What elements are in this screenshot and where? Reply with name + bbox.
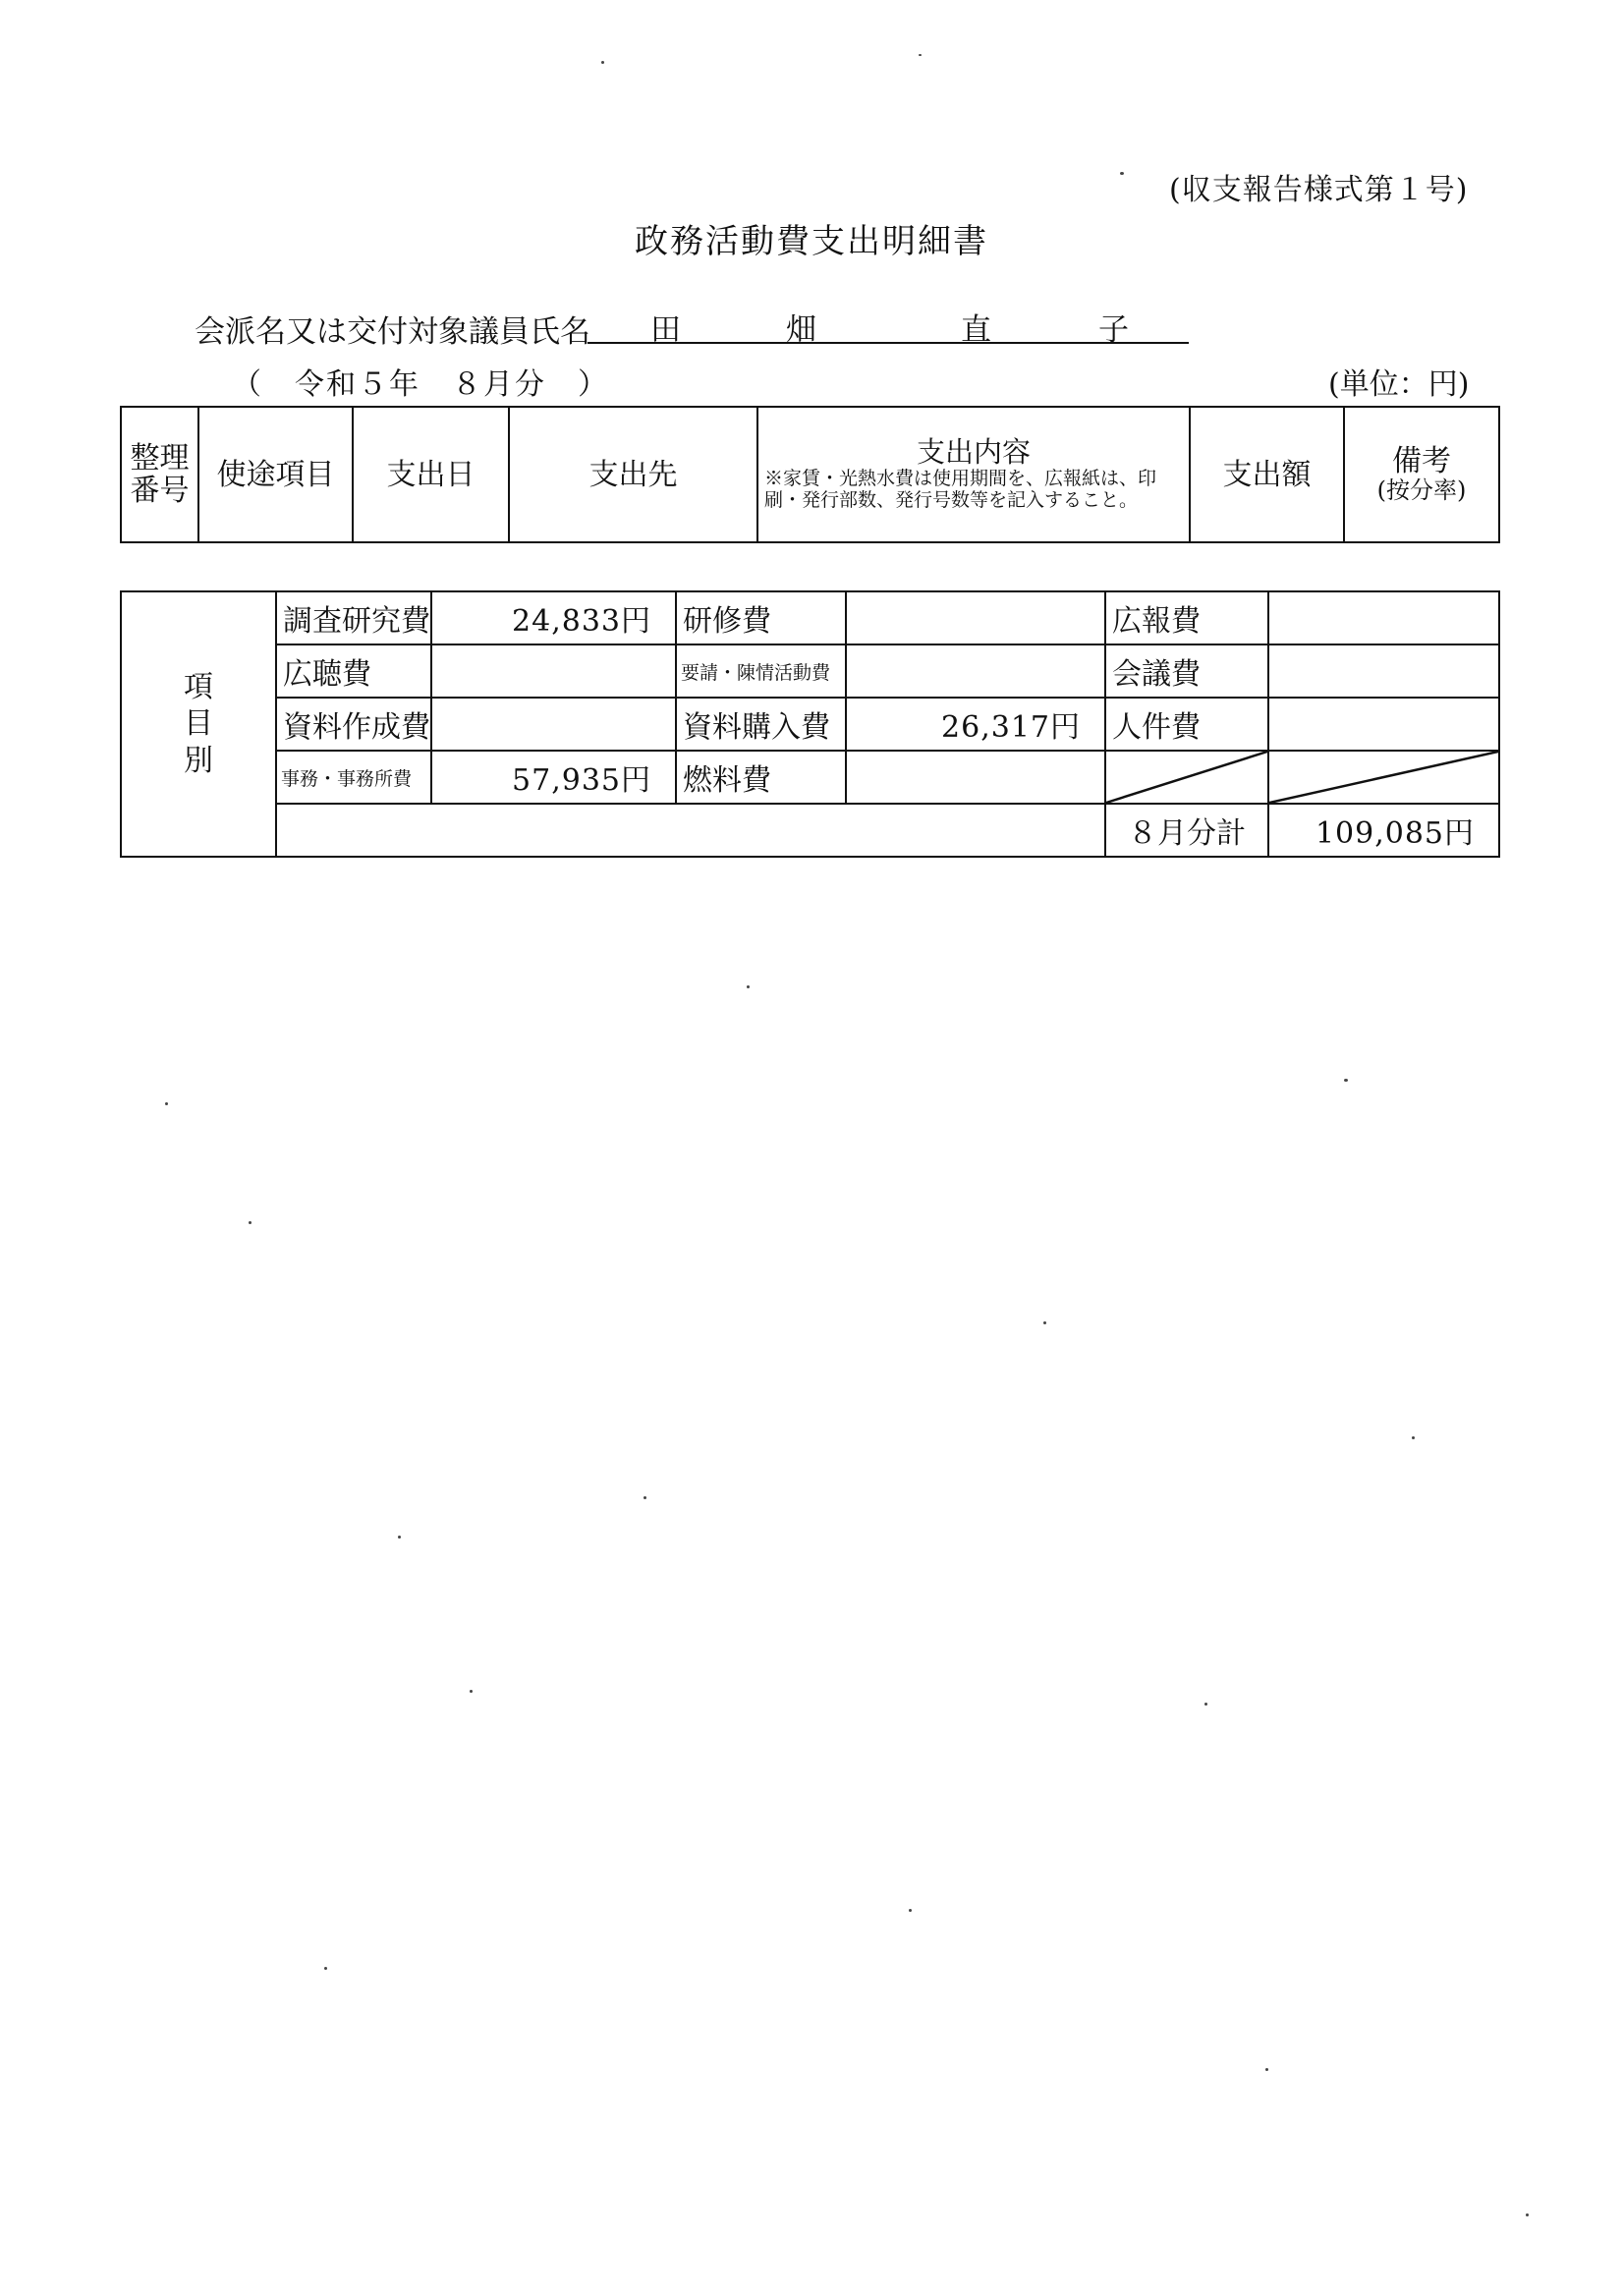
category-label: 資料購入費 bbox=[676, 698, 846, 751]
category-label: 研修費 bbox=[676, 591, 846, 644]
column-content-note: ※家賃・光熱水費は使用期間を、広報紙は、印刷・発行部数、発行号数等を記入すること。 bbox=[764, 468, 1157, 511]
monthly-total-label: ８月分計 bbox=[1105, 804, 1268, 857]
category-amount: 24,833円 bbox=[431, 591, 676, 644]
category-label: 人件費 bbox=[1105, 698, 1268, 751]
column-payee: 支出先 bbox=[509, 407, 757, 542]
column-remarks-title: 備考 bbox=[1392, 444, 1451, 479]
form-number: (収支報告様式第１号) bbox=[1169, 173, 1469, 207]
expenditure-header-table bbox=[120, 406, 1500, 543]
category-amount bbox=[431, 644, 676, 698]
column-content bbox=[757, 407, 1190, 542]
category-label: 広聴費 bbox=[276, 644, 431, 698]
column-remarks-sub: (按分率) bbox=[1376, 476, 1467, 505]
member-name bbox=[588, 305, 1189, 348]
diagonal-slash bbox=[1269, 752, 1498, 803]
category-label: 調査研究費 bbox=[276, 591, 431, 644]
category-amount: 57,935円 bbox=[431, 751, 676, 804]
category-amount: 26,317円 bbox=[846, 698, 1105, 751]
column-date: 支出日 bbox=[353, 407, 509, 542]
category-amount bbox=[846, 751, 1105, 804]
member-name-char: 畑 bbox=[786, 312, 816, 348]
category-amount bbox=[846, 591, 1105, 644]
category-label: 燃料費 bbox=[676, 751, 846, 804]
monthly-total-amount: 109,085円 bbox=[1268, 804, 1499, 857]
diagonal-blank-cell bbox=[1268, 751, 1499, 804]
member-name-char: 子 bbox=[1098, 312, 1129, 348]
column-number: 整理 番号 bbox=[121, 407, 198, 542]
category-amount bbox=[1268, 698, 1499, 751]
column-purpose: 使途項目 bbox=[198, 407, 353, 542]
diagonal-slash bbox=[1106, 752, 1267, 803]
currency-unit: (単位：円) bbox=[1328, 367, 1470, 402]
category-amount bbox=[1268, 591, 1499, 644]
category-side-label: 項 目 別 bbox=[121, 591, 276, 857]
blank-span-cell bbox=[276, 804, 1105, 857]
name-underline bbox=[588, 342, 1189, 344]
column-remarks bbox=[1344, 407, 1499, 542]
category-label: 会議費 bbox=[1105, 644, 1268, 698]
column-amount: 支出額 bbox=[1190, 407, 1344, 542]
category-amount bbox=[1268, 644, 1499, 698]
category-amount bbox=[846, 644, 1105, 698]
category-label: 資料作成費 bbox=[276, 698, 431, 751]
category-amount bbox=[431, 698, 676, 751]
reporting-period: （ 令和５年 ８月分 ） bbox=[232, 367, 609, 402]
member-name-label: 会派名又は交付対象議員氏名 bbox=[195, 314, 590, 350]
document-title: 政務活動費支出明細書 bbox=[635, 222, 988, 261]
diagonal-blank-cell bbox=[1105, 751, 1268, 804]
category-label: 広報費 bbox=[1105, 591, 1268, 644]
member-name-char: 直 bbox=[961, 312, 991, 348]
category-label: 要請・陳情活動費 bbox=[676, 644, 846, 698]
column-content-title: 支出内容 bbox=[916, 435, 1031, 470]
member-name-char: 田 bbox=[650, 312, 681, 348]
category-summary-table bbox=[120, 590, 1500, 858]
category-label: 事務・事務所費 bbox=[276, 751, 431, 804]
